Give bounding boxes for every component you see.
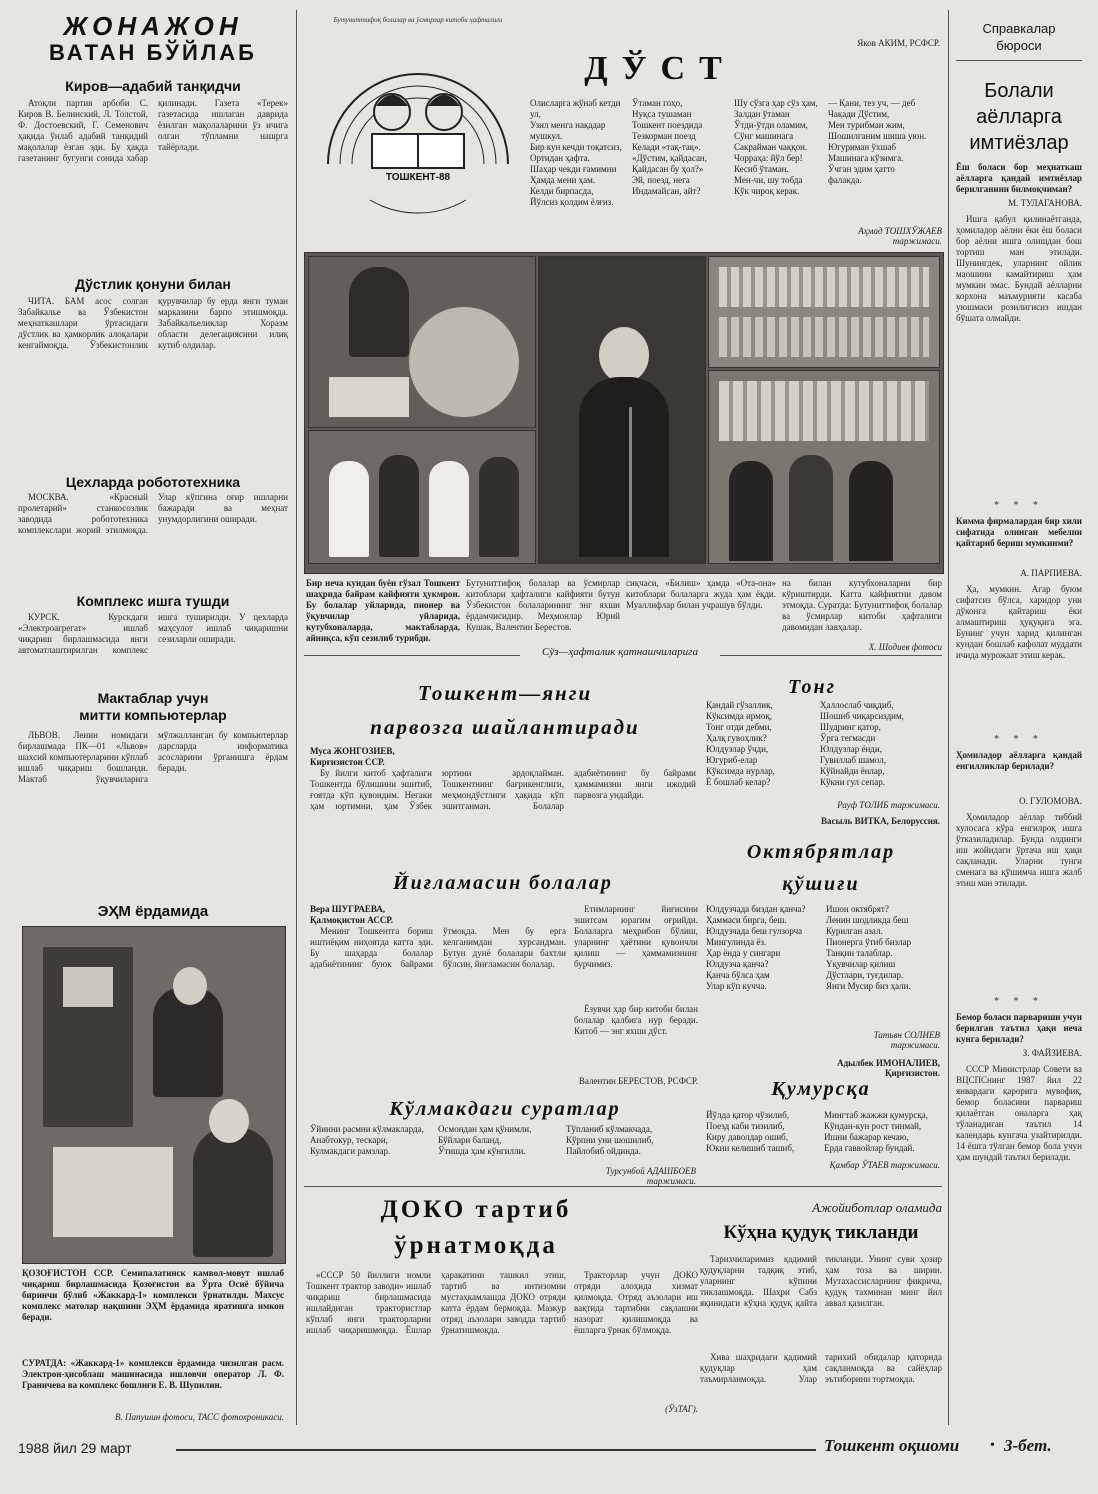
column-rule xyxy=(948,10,949,1425)
reader-name-4: З. ФАЙЗИЕВА. xyxy=(1022,1048,1082,1058)
poem-oktyabr-author: Адылбек ИМОНАЛИЕВ, Қирғизистон. xyxy=(837,1058,940,1078)
photo-shade xyxy=(173,967,207,1005)
column-rule xyxy=(296,10,297,1425)
poem-col3: Шу сўзга ҳар сўз ҳам, Залдан ўтаман Ўтди-ўтди оламим, Сўнг машинага Сакрайман чаққон. Чорраҳа: йўл бер! Кесиб ўтаман. Мен-чи, шу тобда Кўк чироқ керак. xyxy=(734,98,818,196)
photo-shade xyxy=(629,407,632,557)
reader-name-2: А. ПАРПИЕВА. xyxy=(1020,568,1082,578)
poem-title-kolmak: Кўлмакдаги суратлар xyxy=(389,1098,621,1120)
footer-page-number: 3-бет. xyxy=(1004,1436,1052,1455)
rubric-line1: Справкалар xyxy=(982,21,1056,36)
poem-title-oktyabr xyxy=(700,836,942,900)
article-text-kompleks xyxy=(18,612,288,686)
article-body: Бу йилги китоб ҳафталиги Тошкентда бўлишини эшитиб, ғоятда кўп қувондим. Негаки ҳам юртимни, ҳам Ўзбек юртини ардоқлайман. Тошкентнинг бағрикенглиги, меҳмондўстлиги ҳақида кўп эшитганман. Болалар адабиётининг бу байрами ҳаммамизни янги ижодий парвозга ундайди. xyxy=(310,768,696,811)
article-text-yiglamasin-2 xyxy=(574,904,698,1000)
section-rule xyxy=(956,60,1082,61)
poem-kolmak-col3: Тўпланиб кўлмакчада, Кўрпни уни шошилиб, Пайлобиб ойдинда. xyxy=(566,1124,654,1156)
rubric-spravka xyxy=(956,20,1082,54)
poem-translator: Аҳмад ТОШХЎЖАЕВ таржимаси. xyxy=(858,226,942,246)
photo-shade xyxy=(209,1099,249,1143)
article-author-berestov: Валентин БЕРЕСТОВ, РСФСР. xyxy=(578,1076,698,1086)
collage-caption-4: на билан кутубхоналарни бир кўриштирди. Катта кайфиятни давом этмоқда. Суратда: Бутуниттифоқ болалар ва ўсмирлар китоби ҳафталиги давомидан лавҳалар. xyxy=(782,578,942,632)
article-text-dostlik xyxy=(18,296,288,470)
answer-text-4 xyxy=(956,1064,1082,1420)
article-title-qudug: Кўҳна қудуқ тикланди xyxy=(723,1222,919,1243)
collage-caption-2: Бутуниттифоқ болалар ва ўсмирлар китоблари ҳафталиги кайфияти бутун Ўзбекистон болаларининг энг яхши ёрдамчисидир. Меҳмонлар Юрий Кушак, Валентин Берестов. xyxy=(466,578,620,632)
section-stars: * * * xyxy=(994,734,1044,745)
logo-label: ТОШКЕНТ-88 xyxy=(385,172,451,183)
title-line2: парвозга шайлантиради xyxy=(370,715,640,739)
section-heading: Сўз—ҳафталик қатнашчиларига xyxy=(520,646,720,658)
poem-tong-col1: Қандай гўзаллик, Кўксимда ирмоқ, Тонг отди дебми, Ҳалқ гувоҳлик? Юлдузлар ўчди, Югуриб-елар Кўксимда нурлар, Ё бошлаб келар? xyxy=(706,700,775,787)
photo-shade xyxy=(599,327,649,383)
photo-shade xyxy=(479,457,519,557)
photo-shade xyxy=(719,317,929,357)
footer-rule xyxy=(176,1449,816,1451)
title-line2: митти компьютерлар xyxy=(79,707,227,723)
photo-shade xyxy=(329,461,369,557)
answer-text-1 xyxy=(956,214,1082,494)
poem-oktyabr-col1: Юлдузчада биздан қанча? Ҳаммаси бирга, беш. Юлдузчада беш гулзорча Мингулинда ёз. Ҳар ёнда у сингари Юлдузча қанча? Қанча бўлса ҳам Улар кўп кучча. xyxy=(706,904,806,991)
title-line2: қўшиғи xyxy=(782,873,860,895)
poem-col4: — Қани, тез уч, — деб Чақади Дўстим, Мен турибман жим, Шошилганим шиша уюн. Югуриман ўхшаб Машинага кўзимга. Ўчган эдим ҳатто фалакда. xyxy=(828,98,927,185)
article-title-kirov: Киров—адабий танқидчи xyxy=(65,78,241,94)
caption-text: ҚОЗОҒИСТОН ССР. Семипалатинск камвол-мовут ишлаб чиқариш бирлашмасида Қозоғистон ва Ўрта Осиё бўйича биринчи бўлиб «Жаккард-1» комплекси ўрнатилди. Махсус комплекс матолар нақшини ЭҲМ ёрдамида яратишга имкон беради. xyxy=(22,1268,284,1322)
logo-emblem-icon xyxy=(310,14,526,236)
kicker-title xyxy=(18,12,288,66)
title-line1: Болали xyxy=(984,80,1054,102)
article-text-robot xyxy=(18,492,288,588)
section-stars: * * * xyxy=(994,500,1044,511)
article-body: Менинг Тошкентга бориш иштиёқим ниҳоятда катта эди. Бу шаҳарда болалар адабиётининг буюк байрами ўтмоқда. Мен бу ерга келганимдан хурсандман. Бутун дунё болалари бахтли бўлсин, йиғламасин болалар. xyxy=(310,926,566,969)
poem-qumursqa-col2: Мингтаб жажжи қумурсқа, Кўндан-кун рост тинмай, Ишни бажарар кечаю, Ерда гаввойлар бундай. xyxy=(824,1110,928,1153)
poem-tong-author: Васыль ВИТКА, Белоруссия. xyxy=(820,816,940,826)
photo-shade xyxy=(729,461,773,561)
answer-text-3 xyxy=(956,812,1082,992)
reader-question-3: Ҳомиладор аёлларга қандай енгилликлар берилади? xyxy=(956,750,1082,771)
kicker-line2: ВАТАН БЎЙЛАБ xyxy=(49,40,257,65)
photo-shade xyxy=(409,307,519,417)
poem-oktyabr-translator: Татьвн СОЛИЕВ таржимаси. xyxy=(873,1030,940,1050)
answer-body: Ҳа, мумкин. Агар буюм сифатсиз бўлса, харидор уни дўконга қайтариш ёки алмаштириш ҳуқуқига эга. Бунинг учун харид қилинган кундан бошлаб кафолат муддати ичида мурожаат этиш керак. xyxy=(956,584,1082,660)
photo-shade xyxy=(63,967,113,1007)
photo-speaker xyxy=(538,256,706,564)
poem-kolmak-col1: Ўйинни расмни кўлмакларда, Анабтокур, тескари, Кулмакдаги рамзлар. xyxy=(310,1124,424,1156)
photo-shade xyxy=(379,455,419,557)
photo-shade xyxy=(789,455,833,561)
article-text-qudug xyxy=(700,1254,942,1348)
photo-shade xyxy=(53,1147,173,1237)
photo-credit-ehm: В. Папушин фотоси, ТАСС фотохроникаси. xyxy=(114,1412,284,1422)
photo-computer-operators xyxy=(22,926,286,1264)
article-title-robot: Цехларда робототехника xyxy=(65,474,241,490)
article-title-dostlik: Дўстлик қонуни билан xyxy=(75,276,231,292)
title-line1: ДОКО тартиб xyxy=(380,1196,572,1223)
article-body: МОСКВА. «Красный пролетарий» станкосозлик заводида робототехника комплекслари жорий этилмоқда. Улар кўпгина оғир ишларни бажаради ва меҳнат унумдорлигини оширади. xyxy=(18,492,288,535)
caption-text: СУРАТДА: «Жаккард-1» комплекси ёрдамида чизилган расм. Электрон-ҳисоблаш машинасида ишловчи оператор Л. Ф. Граничева ва комплекс бошлиғи Е. В. Шупилин. xyxy=(22,1358,284,1390)
week-logo xyxy=(310,14,526,236)
article-body: Тракторлар учун ДОКО отряди алоҳида хизмат қилмоқда. Отряд аъзолари иш вақтида тартибни сақлашни назорат қилишмоқда ва ёшларга ўрнак бўлмоқда. xyxy=(574,1270,698,1335)
article-text-toshkent xyxy=(310,768,696,864)
article-text-yiglamasin-3 xyxy=(574,1004,698,1054)
article-author-yiglamasin: Вера ШУГРАЕВА, Қалмоқистон АССР. xyxy=(310,904,393,925)
photo-caption-ehm2 xyxy=(22,1358,284,1404)
article-body: КУРСК. Курскдаги «Электроагрегат» ишлаб чиқариш бирлашмасида янги автоматлаштирилган комплекс ишга туширилди. У цехларда маҳсулот ишлаб чиқаришни сезиларли оширади. xyxy=(18,612,288,655)
answer-text-2 xyxy=(956,584,1082,730)
reader-question-4: Бемор боласи парвариши учун берилган таътил ҳақи неча кунга берилади? xyxy=(956,1012,1082,1044)
reader-name-1: М. ТУЛАГАНОВА. xyxy=(1008,198,1082,208)
photo-caption-ehm xyxy=(22,1268,284,1356)
article-body: Тарихчиларимиз қадимий қудуқларни тадқиқ этиб, уларнинг кўпини тиклашмоқда. Шаҳри Сабз яқинидаги кўҳна қудуқ қайта тикланди. Унинг суви ҳозир ҳам тоза ва ширин. Мутахассисларнинг фикрича, қудуқ тахминан минг йил аввал қазилган. xyxy=(700,1254,942,1308)
photo-shade xyxy=(349,267,409,357)
reader-name-3: О. ГУЛОМОВА. xyxy=(1019,796,1082,806)
answer-body: СССР Министрлар Совети ва ВЦСПСнинг 1987 йил 22 январдаги қарорига мувофиқ, бемор боласини парвариш қилаётган оналарга ҳақ тўланадиган таътил 14 календарь кунгача узайтирилди. 14 ёшга тўлган бемор бола учун ҳам шундай таътил берилади. xyxy=(956,1064,1082,1162)
article-title-doko xyxy=(306,1192,646,1264)
poem-tong-col2: Ҳаллослаб чиқдиб, Шошиб чиқарсиздим, Шудринг қатор, Ўрга тегмасди Юлдузлар ёнди, Гувиллаб шамол, Кўйнайди ёнлар, Кўкни гул сепар. xyxy=(820,700,904,787)
article-body: ЧИТА. БАМ асос солган Забайкалье ва Ўзбекистон меҳнаткашлари ўртасидаги дўстлик ва ҳамкорлик алоқалари кенгаймоқда. Ўзбекистонлик қурувчилар бу ерда янги туман марказини барпо этишмоқда. Забайкальеликлар Хоразм области делегациясини илиқ кутиб олдилар. xyxy=(18,296,288,350)
title-line1: Тошкент—янги xyxy=(417,681,593,705)
photo-shade xyxy=(429,461,469,557)
logo-arc-text: Бутуниттифоқ болалар ва ўсмирлар китоби ҳафталиги xyxy=(333,16,503,24)
poem-kolmak-col2: Осмондан ҳам қўнимли, Бўйлари баланд, Ўтишда ҳам кўнгилли. xyxy=(438,1124,532,1156)
article-body: «СССР 50 йиллиги номли Тошкент трактор заводи» ишлаб чиқариш бирлашмасида ишлайдиган трактористлар кўплаб янги тракторларни ишлаб чиқаришмоқда. Ёшлар ҳаракатини ташкил этиш, тартиб ва интизомни мустаҳкамлашда ДОКО отряди катта ёрдам бермоқда. Мазкур отряд аъзолари заводда тартиб ўрнатишмоқда. xyxy=(306,1270,566,1335)
poem-qumursqa-translator: Қамбар ЎТАЕВ таржимаси. xyxy=(829,1160,940,1170)
article-body: Ёзувчи ҳар бир китоби билан болалар қалбига нур беради. Китоб — энг яхши дўст. xyxy=(574,1004,698,1036)
article-text-kirov xyxy=(18,98,288,270)
article-body: Хива шаҳридаги қадимий қудуқлар ҳам таъмирланмоқда. Улар тарихий обидалар қаторида сақланмоқда ва сайёҳлар эътиборини тортмоқда. xyxy=(700,1352,942,1384)
section-rule xyxy=(304,1186,942,1187)
title-line1: Мактаблар учун xyxy=(97,690,209,706)
footer-paper-name: Тошкент оқшоми xyxy=(824,1436,960,1455)
article-text-doko-2 xyxy=(574,1270,698,1398)
kicker-line1: ЖОНАЖОН xyxy=(63,11,243,41)
title-line3: имтиёзлар xyxy=(969,132,1069,154)
article-title-imtiyoz xyxy=(956,78,1082,156)
photo-shade xyxy=(329,377,409,417)
collage-caption-1: Бир неча кундан буён гўзал Тошкент шаҳрида байрам кайфияти ҳукмрон. Бу болалар уйларида, пионер ва ўқувчилар уйларида, кутубхоналарда, мактабларда, айниқса, кўп сезилиб турибди. xyxy=(306,578,460,643)
collage-credit: Х. Шодиев фотоси xyxy=(868,642,942,652)
photo-children xyxy=(308,430,536,564)
reader-question-1: Ёш боласи бор меҳнаткаш аёлларга қандай имтиёзлар берилганини билмоқчиман? xyxy=(956,162,1082,194)
poem-kolmak-translator: Турсунбой АДАШБОЕВ таржимаси. xyxy=(605,1166,696,1186)
title-line1: Октябрятлар xyxy=(746,841,896,863)
footer-date: 1988 йил 29 март xyxy=(18,1440,132,1456)
poem-author: Яков АКИМ, РСФСР. xyxy=(857,38,940,48)
poem-col2: Ўтаман гоҳо, Нуқса тушаман Тошкент поездида Тезкорман поезд Келади «тақ-тақ». «Дўстим, қайдасан, Қайдасан бу ҳол?» Эй, поезд, нега Индамайсан, айт? xyxy=(632,98,708,196)
poem-title-qumursqa: Қумурсқа xyxy=(771,1078,871,1100)
photo-shade xyxy=(579,377,669,557)
article-title-toshkent xyxy=(310,676,700,744)
answer-body: Ҳомиладор аёллар тиббий хулосага кўра енгилроқ ишга ўтказиладилар. Бунда олдинги иш жойидаги ўртача иш ҳақи сақланади. Уларни тунги сменага ва қўшимча ишга жалб этиш ман этилади. xyxy=(956,812,1082,888)
rubric-line2: бюроси xyxy=(996,38,1042,53)
section-stars: * * * xyxy=(994,996,1044,1007)
article-body: Етимларнинг йиғисини эшитсам юрагим оғрийди. Болаларга меҳрибон бўлиш, уларнинг ҳаётини қувончли қилиш — ҳаммамизнинг бурчимиз. xyxy=(574,904,698,969)
reader-question-2: Кимма фирмалардан бир хили сифатида олинган мебелни қайтариб бериш мумкинми? xyxy=(956,516,1082,548)
article-title-maktab xyxy=(18,690,288,724)
photo-library xyxy=(708,256,940,368)
poem-oktyabr-col2: Ишон октябрят? Ленин шодликда беш Курилган азал. Пионерга ўтиб бизлар Танқин талаблар. Үқувчилар қилиш Дўстлари, туғдилар. Янги Мусир биз ҳали. xyxy=(826,904,912,991)
article-author-toshkent: Муса ЖОНГОЗИЕВ, Кирғизистон ССР. xyxy=(310,746,395,767)
photo-shade xyxy=(193,1127,273,1257)
poem-col1: Олисларга жўнаб кетди ул, Узил менга нақадар мушкул. Бир кун кечди тоқатсиз, Ортидан ҳафта. Шаҳар чекди ғамимни Ҳамда мени ҳам. Келди бирпасда, Йўлсиз қолдим ёлғиз. xyxy=(530,98,622,207)
article-source-doko: (ЎзТАГ). xyxy=(665,1404,698,1414)
title-line2: аёлларга xyxy=(976,106,1062,128)
article-text-doko xyxy=(306,1270,566,1416)
article-body: ЛЬВОВ. Ленин номидаги бирлашмада ПК—01 «Львов» шахсий компьютерларини кўплаб ишлаб чиқариш бошланди. Мактаб ўқувчиларига мўлжалланган бу компьютерлар дарсларда информатика асосларини ўрганишга ёрдам беради. xyxy=(18,730,288,784)
answer-body: Ишга қабул қилинаётганда, ҳомиладор аёлни ёки ёш боласи бор аёлни ишга олишдан бош тортиш ман этилади. Шунингдек, уларнинг ойлик маошини камайтириш ҳам мумкин эмас. Бундай аёлларни корхона маъмурияти касаба уюшмаси розилигисиз ишдан бўшата олмайди. xyxy=(956,214,1082,323)
article-title-kompleks: Комплекс ишга тушди xyxy=(76,593,230,609)
rubric-ajoyibotlar: Ажойиботлар оламида xyxy=(812,1200,942,1215)
article-title-yiglamasin: Йиғламасин болалар xyxy=(393,872,613,894)
poem-tong-translator: Рауф ТОЛИБ таржимаси. xyxy=(837,800,940,810)
poem-title-tong: Тонг xyxy=(788,676,836,698)
poem-title: ДЎСТ xyxy=(584,50,736,87)
photo-shade xyxy=(719,381,929,441)
article-text-qudug-2 xyxy=(700,1352,942,1420)
title-line2: ўрнатмоқда xyxy=(394,1232,558,1259)
photo-visitors xyxy=(708,370,940,564)
collage-caption-3: сиқчаси, «Билиш» ҳамда «Ота-она» китоблари болаларга жуда ҳам ёқди. Муаллифлар билан учрашув бўлди. xyxy=(626,578,776,610)
photo-shade xyxy=(849,461,893,561)
article-body: Атоқли партия арбоби С. Киров В. Белинский, Л. Толстой, Ф. Достоевский, Г. Семенович ҳақида ўнлаб адабий танқидий мақолалар ёзган эди. Бу ҳақда газетанинг бугунги сонида хабар қилинади. Газета «Терек» газетасида ишлаган даврида ёзилган мақолаларини ўз ичига олган тўпламни нашрга тайёрлади. xyxy=(18,98,288,163)
article-title-ehm: ЭҲМ ёрдамида xyxy=(97,903,209,920)
photo-shade xyxy=(719,267,929,307)
article-text-maktab xyxy=(18,730,288,896)
article-text-yiglamasin xyxy=(310,926,566,1062)
photo-book-signing xyxy=(308,256,536,428)
footer-bullet: • xyxy=(990,1438,995,1453)
poem-qumursqa-col1: Йўлда қатор чўзилиб, Поезд каби тизилиб, Киру даволдар ошиб, Юкни келишиб ташиб, xyxy=(706,1110,795,1153)
